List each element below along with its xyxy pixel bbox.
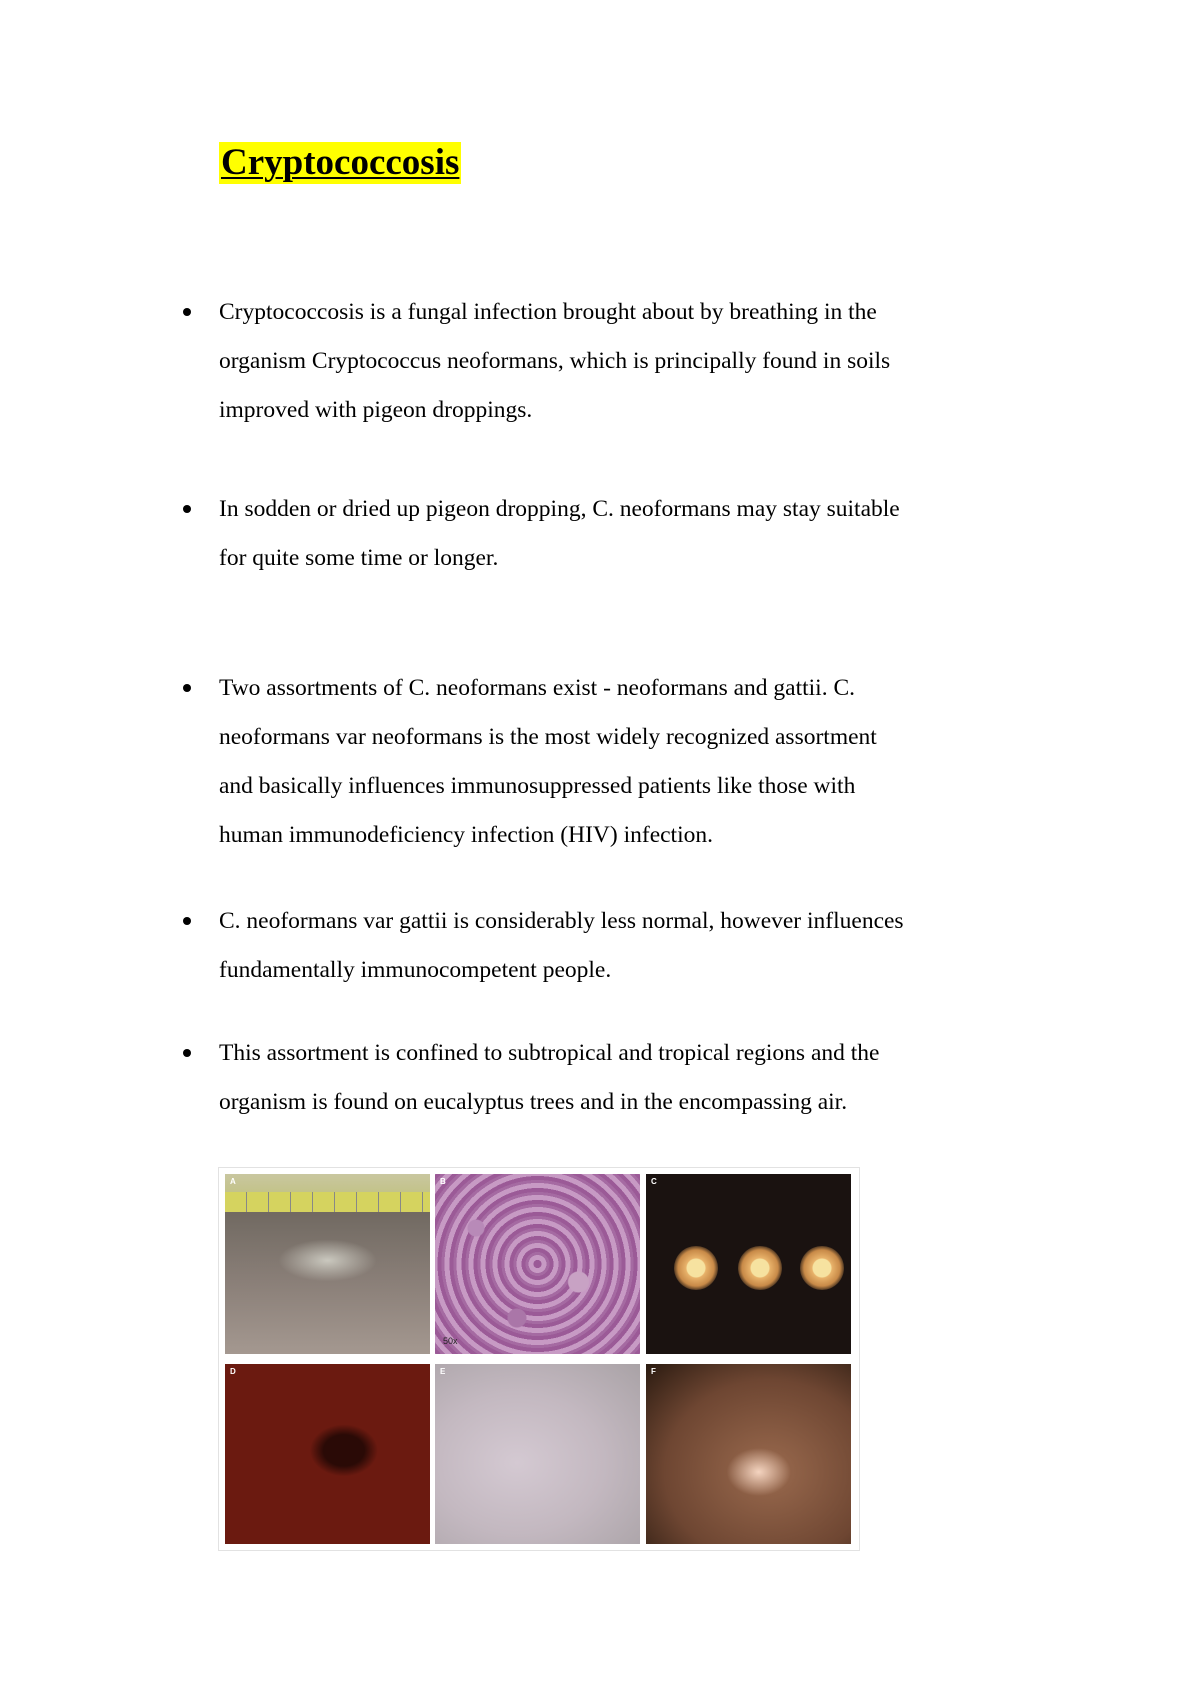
bullet-line: In sodden or dried up pigeon dropping, C. neoformans may stay suitable [219,496,900,522]
bullet-item [219,1029,1079,1127]
magnification-label: 50x [443,1336,458,1346]
panel-label: F [651,1367,656,1376]
bullet-line: fundamentally immunocompetent people. [219,957,612,983]
bullet-line: improved with pigeon droppings. [219,397,533,423]
bullet-dot [183,1049,191,1057]
figure-panel-b [435,1174,640,1354]
bullet-dot [183,308,191,316]
bullet-dot [183,917,191,925]
colony-spot [738,1246,782,1290]
bullet-line: neoformans var neoformans is the most widely recognized assortment [219,724,877,750]
bullet-line: Two assortments of C. neoformans exist - neoformans and gattii. C. [219,675,856,701]
panel-label: C [651,1177,657,1186]
document-title: Cryptococcosis [221,142,460,183]
bullet-dot [183,684,191,692]
bullet-item [219,664,1079,860]
bullet-line: C. neoformans var gattii is considerably less normal, however influences [219,908,904,934]
bullet-dot [183,505,191,513]
figure-panel-e [435,1364,640,1544]
bullet-line: for quite some time or longer. [219,545,499,571]
bullet-line: organism is found on eucalyptus trees and in the encompassing air. [219,1089,848,1115]
panel-label: D [230,1367,236,1376]
figure-panel-f [646,1364,851,1544]
bullet-line: This assortment is confined to subtropical and tropical regions and the [219,1040,880,1066]
figure-panel-c [646,1174,851,1354]
bullet-line: human immunodeficiency infection (HIV) infection. [219,822,713,848]
colony-spot [674,1246,718,1290]
bullet-item [219,485,1079,583]
bullet-item [219,897,1079,995]
panel-label: A [230,1177,236,1186]
colony-spot [800,1246,844,1290]
bullet-line: organism Cryptococcus neoformans, which is principally found in soils [219,348,891,374]
clinical-image-figure [218,1167,860,1551]
measuring-ruler [225,1192,430,1212]
panel-label: E [440,1367,446,1376]
figure-panel-d [225,1364,430,1544]
bullet-line: Cryptococcosis is a fungal infection brought about by breathing in the [219,299,877,325]
panel-label: B [440,1177,446,1186]
bullet-line: and basically influences immunosuppressed patients like those with [219,773,856,799]
figure-panel-a [225,1174,430,1354]
bullet-item [219,288,1079,435]
